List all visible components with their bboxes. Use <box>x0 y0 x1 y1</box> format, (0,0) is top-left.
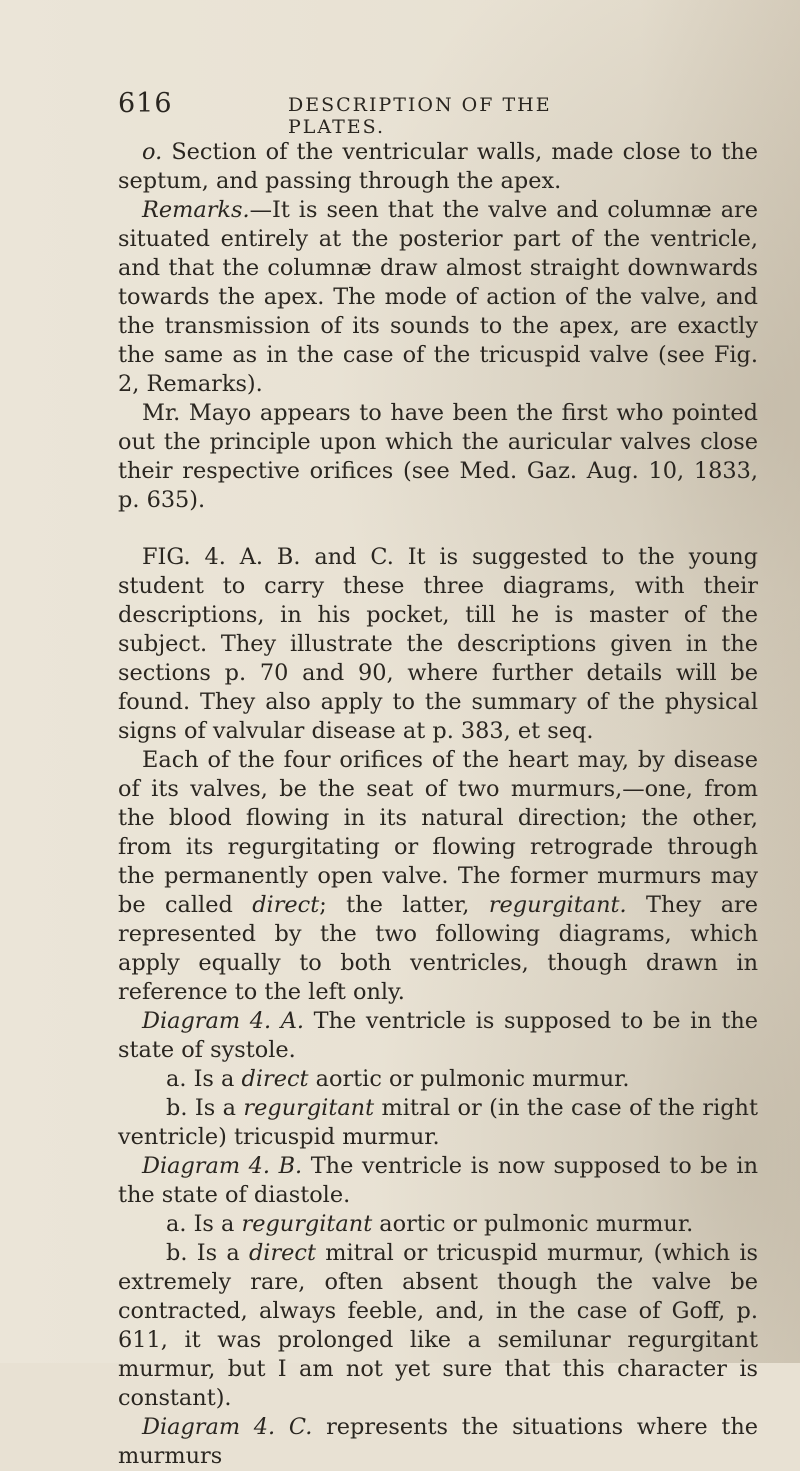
page-number: 616 <box>118 88 173 119</box>
running-title: DESCRIPTION OF THE PLATES. <box>288 94 552 138</box>
paragraph-diagram-b-b: b. Is a direct mitral or tricuspid murmur, (which is extremely rare, often absent though the valve be contracted, always feeble, and, in the case of Goff, p. 611, it was prolonged like a semilunar regurgitant murmur, but I am not yet sure that this character is constant). <box>118 1240 758 1411</box>
paragraph-diagram-a-b: b. Is a regurgitant mitral or (in the case of the right ventricle) tricuspid murmur. <box>118 1095 758 1150</box>
paragraph-diagram-c: Diagram 4. C. represents the situations where the murmurs <box>118 1414 758 1469</box>
paragraph-mayo: Mr. Mayo appears to have been the first who pointed out the principle upon which the auricular valves close their respective orifices (see Med. Gaz. Aug. 10, 1833, p. 635). <box>118 400 758 513</box>
paragraph-diagram-b-a: a. Is a regurgitant aortic or pulmonic murmur. <box>166 1211 694 1237</box>
paragraph-murmurs: Each of the four orifices of the heart may, by disease of its valves, be the seat of two murmurs,—one, from the blood flowing in its natural direction; the other, from its regurgitating or flowing retrograde through the permanently open valve. The former murmurs may be called direct; the latter, regurgitant. They are represented by the two following diagrams, which apply equally to both ventricles, though drawn in reference to the left only. <box>118 747 759 1005</box>
paragraph-fig4: FIG. 4. A. B. and C. It is suggested to the young student to carry these three diagrams, with their descriptions, in his pocket, till he is master of the subject. They illustrate the descriptions given in the sections p. 70 and 90, where further details will be found. They also apply to the summary of the physical signs of valvular disease at p. 383, et seq. <box>118 544 758 744</box>
paragraph-diagram-b: Diagram 4. B. The ventricle is now supposed to be in the state of diastole. <box>118 1153 758 1208</box>
paragraph-section-o: o. Section of the ventricular walls, made close to the septum, and passing through the apex. <box>118 139 758 194</box>
paragraph-diagram-a: Diagram 4. A. The ventricle is supposed to be in the state of systole. <box>118 1008 758 1063</box>
page-header <box>118 88 630 138</box>
page-body <box>118 138 758 1471</box>
paragraph-diagram-a-a: a. Is a direct aortic or pulmonic murmur. <box>166 1066 630 1092</box>
paragraph-remarks: Remarks.—It is seen that the valve and columnæ are situated entirely at the posterior part of the ventricle, and that the columnæ draw almost straight downwards towards the apex. The mode of action of the valve, and the transmission of its sounds to the apex, are exactly the same as in the case of the tricuspid valve (see Fig. 2, Remarks). <box>118 197 758 397</box>
